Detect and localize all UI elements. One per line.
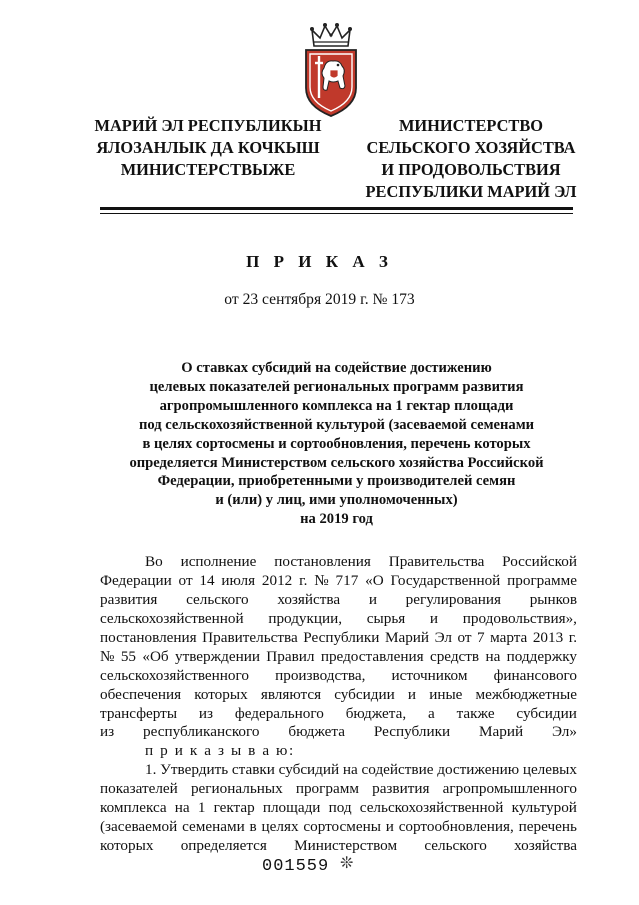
body-word: содействие: [361, 761, 434, 779]
body-line: [100, 780, 577, 799]
body-line: [100, 761, 577, 780]
body-word: Утвердить: [160, 761, 229, 779]
body-word: перечень: [518, 818, 577, 836]
document-subject: [100, 359, 573, 529]
body-word: Эл»: [551, 723, 577, 741]
body-word: бюджета,: [345, 704, 407, 722]
body-word: которых: [194, 685, 248, 703]
subject-line: в целях сортосмены и сортообновления, перечень которых: [142, 435, 531, 452]
body-line: [100, 610, 577, 629]
body-word: поддержку: [506, 647, 577, 665]
body-word: Марий: [384, 628, 430, 646]
body-line: [100, 629, 577, 648]
body-word: Федерации: [100, 571, 172, 589]
body-line: [100, 723, 577, 742]
body-word: постановления: [100, 628, 197, 646]
body-word: исполнение: [180, 553, 257, 570]
body-word: источником: [391, 666, 468, 684]
body-word: от: [178, 571, 193, 589]
body-word: Республики: [373, 723, 451, 741]
body-word: марта: [490, 628, 528, 646]
body-word: показателей: [100, 780, 178, 798]
body-line: [100, 572, 577, 591]
subject-line: на 2019 год: [300, 511, 373, 528]
body-word: Российской: [502, 553, 577, 570]
body-word: №: [314, 571, 329, 589]
header-left-line: МАРИЙ ЭЛ РЕСПУБЛИКЫН: [94, 116, 322, 135]
header-left-title: [92, 115, 324, 181]
body-word: 1: [197, 799, 206, 817]
body-word: 55: [120, 647, 137, 665]
body-word: из: [100, 723, 115, 741]
body-word: достижению: [437, 761, 520, 779]
body-word: постановления: [274, 553, 371, 570]
body-word: в: [249, 818, 257, 836]
stamp-mark: ❊: [340, 855, 354, 872]
body-word: развития: [372, 780, 430, 798]
subject-line: и (или) у лиц, ими уполномоченных): [215, 492, 458, 509]
body-line: [100, 591, 577, 610]
body-word: иные: [429, 685, 463, 703]
body-word: семенами: [182, 818, 245, 836]
body-word: сельского: [424, 837, 487, 855]
subject-line: определяется Министерством сельского хозяйства Российской: [129, 454, 544, 471]
body-word: сортосмены: [303, 818, 381, 836]
body-word: республиканского: [143, 723, 260, 741]
body-word: «Об: [142, 647, 169, 665]
body-word: утверждении: [174, 647, 260, 665]
header-right-line: И ПРОДОВОЛЬСТВИЯ: [381, 160, 561, 179]
body-line: [100, 837, 577, 856]
body-word: рынков: [529, 590, 577, 608]
body-word: финансового: [493, 666, 577, 684]
body-word: хозяйства: [277, 590, 341, 608]
document-type: П Р И К А З: [246, 252, 393, 271]
serial-number: 001559: [262, 857, 330, 876]
body-word: 14: [199, 571, 215, 589]
body-word: 2013: [532, 628, 564, 646]
header-divider-thin: [100, 213, 573, 214]
body-word: а: [427, 704, 435, 722]
body-word: межбюджетные: [475, 685, 577, 703]
header-divider-thick: [100, 207, 573, 210]
body-word: комплекса: [100, 799, 167, 817]
body-line: [100, 686, 577, 705]
header-left-line: ЯЛОЗАНЛЫК ДА КОЧКЫШ: [96, 138, 320, 157]
header-right-line: СЕЛЬСКОГО ХОЗЯЙСТВА: [366, 138, 576, 157]
body-word: Правительства: [388, 553, 485, 570]
body-word: Республики: [303, 628, 380, 646]
body-word: 1.: [145, 761, 157, 779]
subject-line: О ставках субсидий на содействие достижению: [181, 360, 492, 376]
body-word: субсидии: [516, 704, 577, 722]
body-word: и: [368, 590, 377, 608]
body-line: [100, 818, 577, 837]
body-word: 717: [335, 571, 359, 589]
body-word: предоставления: [320, 647, 424, 665]
body-word: трансферты: [100, 704, 178, 722]
body-word: из: [198, 704, 214, 722]
body-word: Марий: [478, 723, 524, 741]
body-word: продукции,: [268, 609, 343, 627]
body-word: 7: [477, 628, 485, 646]
body-line: [100, 667, 577, 686]
body-word: обеспечения: [100, 685, 182, 703]
body-word: сельскохозяйственного: [100, 666, 249, 684]
body-word: и: [407, 685, 417, 703]
body-word: производства,: [275, 666, 366, 684]
body-word: июля: [221, 571, 256, 589]
body-word: Эл: [434, 628, 452, 646]
body-word: на: [342, 761, 358, 779]
header-right-line: МИНИСТЕРСТВО: [398, 116, 544, 135]
body-word: г.: [568, 628, 577, 646]
body-word: сельскохозяйственной: [100, 609, 244, 627]
body-word: под: [328, 799, 352, 817]
body-word: продовольствия»,: [462, 609, 577, 627]
body-word: г.: [299, 571, 308, 589]
body-word: площади: [262, 799, 321, 817]
body-word: программ: [295, 780, 359, 798]
body-word: федерального: [234, 704, 324, 722]
subject-line: целевых показателей региональных программ развития: [149, 378, 524, 395]
body-word: сортообновления,: [398, 818, 514, 836]
body-word: субсидии: [334, 685, 395, 703]
body-word: сельскохозяйственной: [359, 799, 504, 817]
body-word: хозяйства: [514, 837, 577, 855]
body-word: средств: [429, 647, 480, 665]
body-word: Правил: [266, 647, 315, 665]
subject-line: агропромышленного комплекса на 1 гектар площади: [159, 397, 514, 414]
body-word: Министерством: [294, 837, 398, 855]
coat-of-arms-icon: [300, 20, 362, 118]
body-word: (засеваемой: [100, 818, 178, 836]
body-word: Правительства: [202, 628, 298, 646]
body-word: на: [485, 647, 501, 665]
body-word: бюджета: [288, 723, 345, 741]
body-line: [100, 799, 577, 818]
body-line: [100, 648, 577, 667]
body-word: «О: [365, 571, 384, 589]
body-word: сельского: [186, 590, 249, 608]
body-word: которых: [100, 837, 154, 855]
document-date-number: от 23 сентября 2019 г. № 173: [224, 291, 415, 308]
subject-line: под сельскохозяйственной культурой (засеваемой семенами: [138, 416, 535, 433]
body-line: п р и к а з ы в а ю:: [145, 742, 295, 760]
body-word: Во: [145, 553, 163, 570]
subject-line: Федерации, приобретенными у производителей семян: [157, 473, 516, 490]
body-word: на: [174, 799, 190, 817]
body-line: [100, 705, 577, 724]
header-right-title: [364, 115, 578, 203]
body-line: [100, 553, 577, 572]
body-word: ставки: [231, 761, 275, 779]
body-word: №: [100, 647, 115, 665]
body-word: также: [456, 704, 495, 722]
body-word: целевых: [522, 761, 577, 779]
header-right-line: РЕСПУБЛИКИ МАРИЙ ЭЛ: [365, 182, 577, 201]
body-word: и: [429, 609, 439, 627]
body-word: гектар: [213, 799, 255, 817]
header-left-line: МИНИСТЕРСТВЫЖЕ: [120, 160, 296, 179]
body-word: программе: [507, 571, 577, 589]
document-body: [100, 553, 577, 856]
body-word: и: [385, 818, 394, 836]
body-word: агропромышленного: [442, 780, 577, 798]
body-word: регулирования: [405, 590, 501, 608]
body-word: 2012: [261, 571, 293, 589]
body-word: от: [457, 628, 472, 646]
body-word: развития: [100, 590, 158, 608]
body-word: сырья: [366, 609, 406, 627]
body-word: региональных: [190, 780, 283, 798]
body-word: являются: [260, 685, 322, 703]
body-word: культурой: [511, 799, 577, 817]
body-word: целях: [261, 818, 299, 836]
body-word: определяется: [180, 837, 267, 855]
body-word: субсидий: [278, 761, 340, 779]
body-word: Государственной: [390, 571, 501, 589]
